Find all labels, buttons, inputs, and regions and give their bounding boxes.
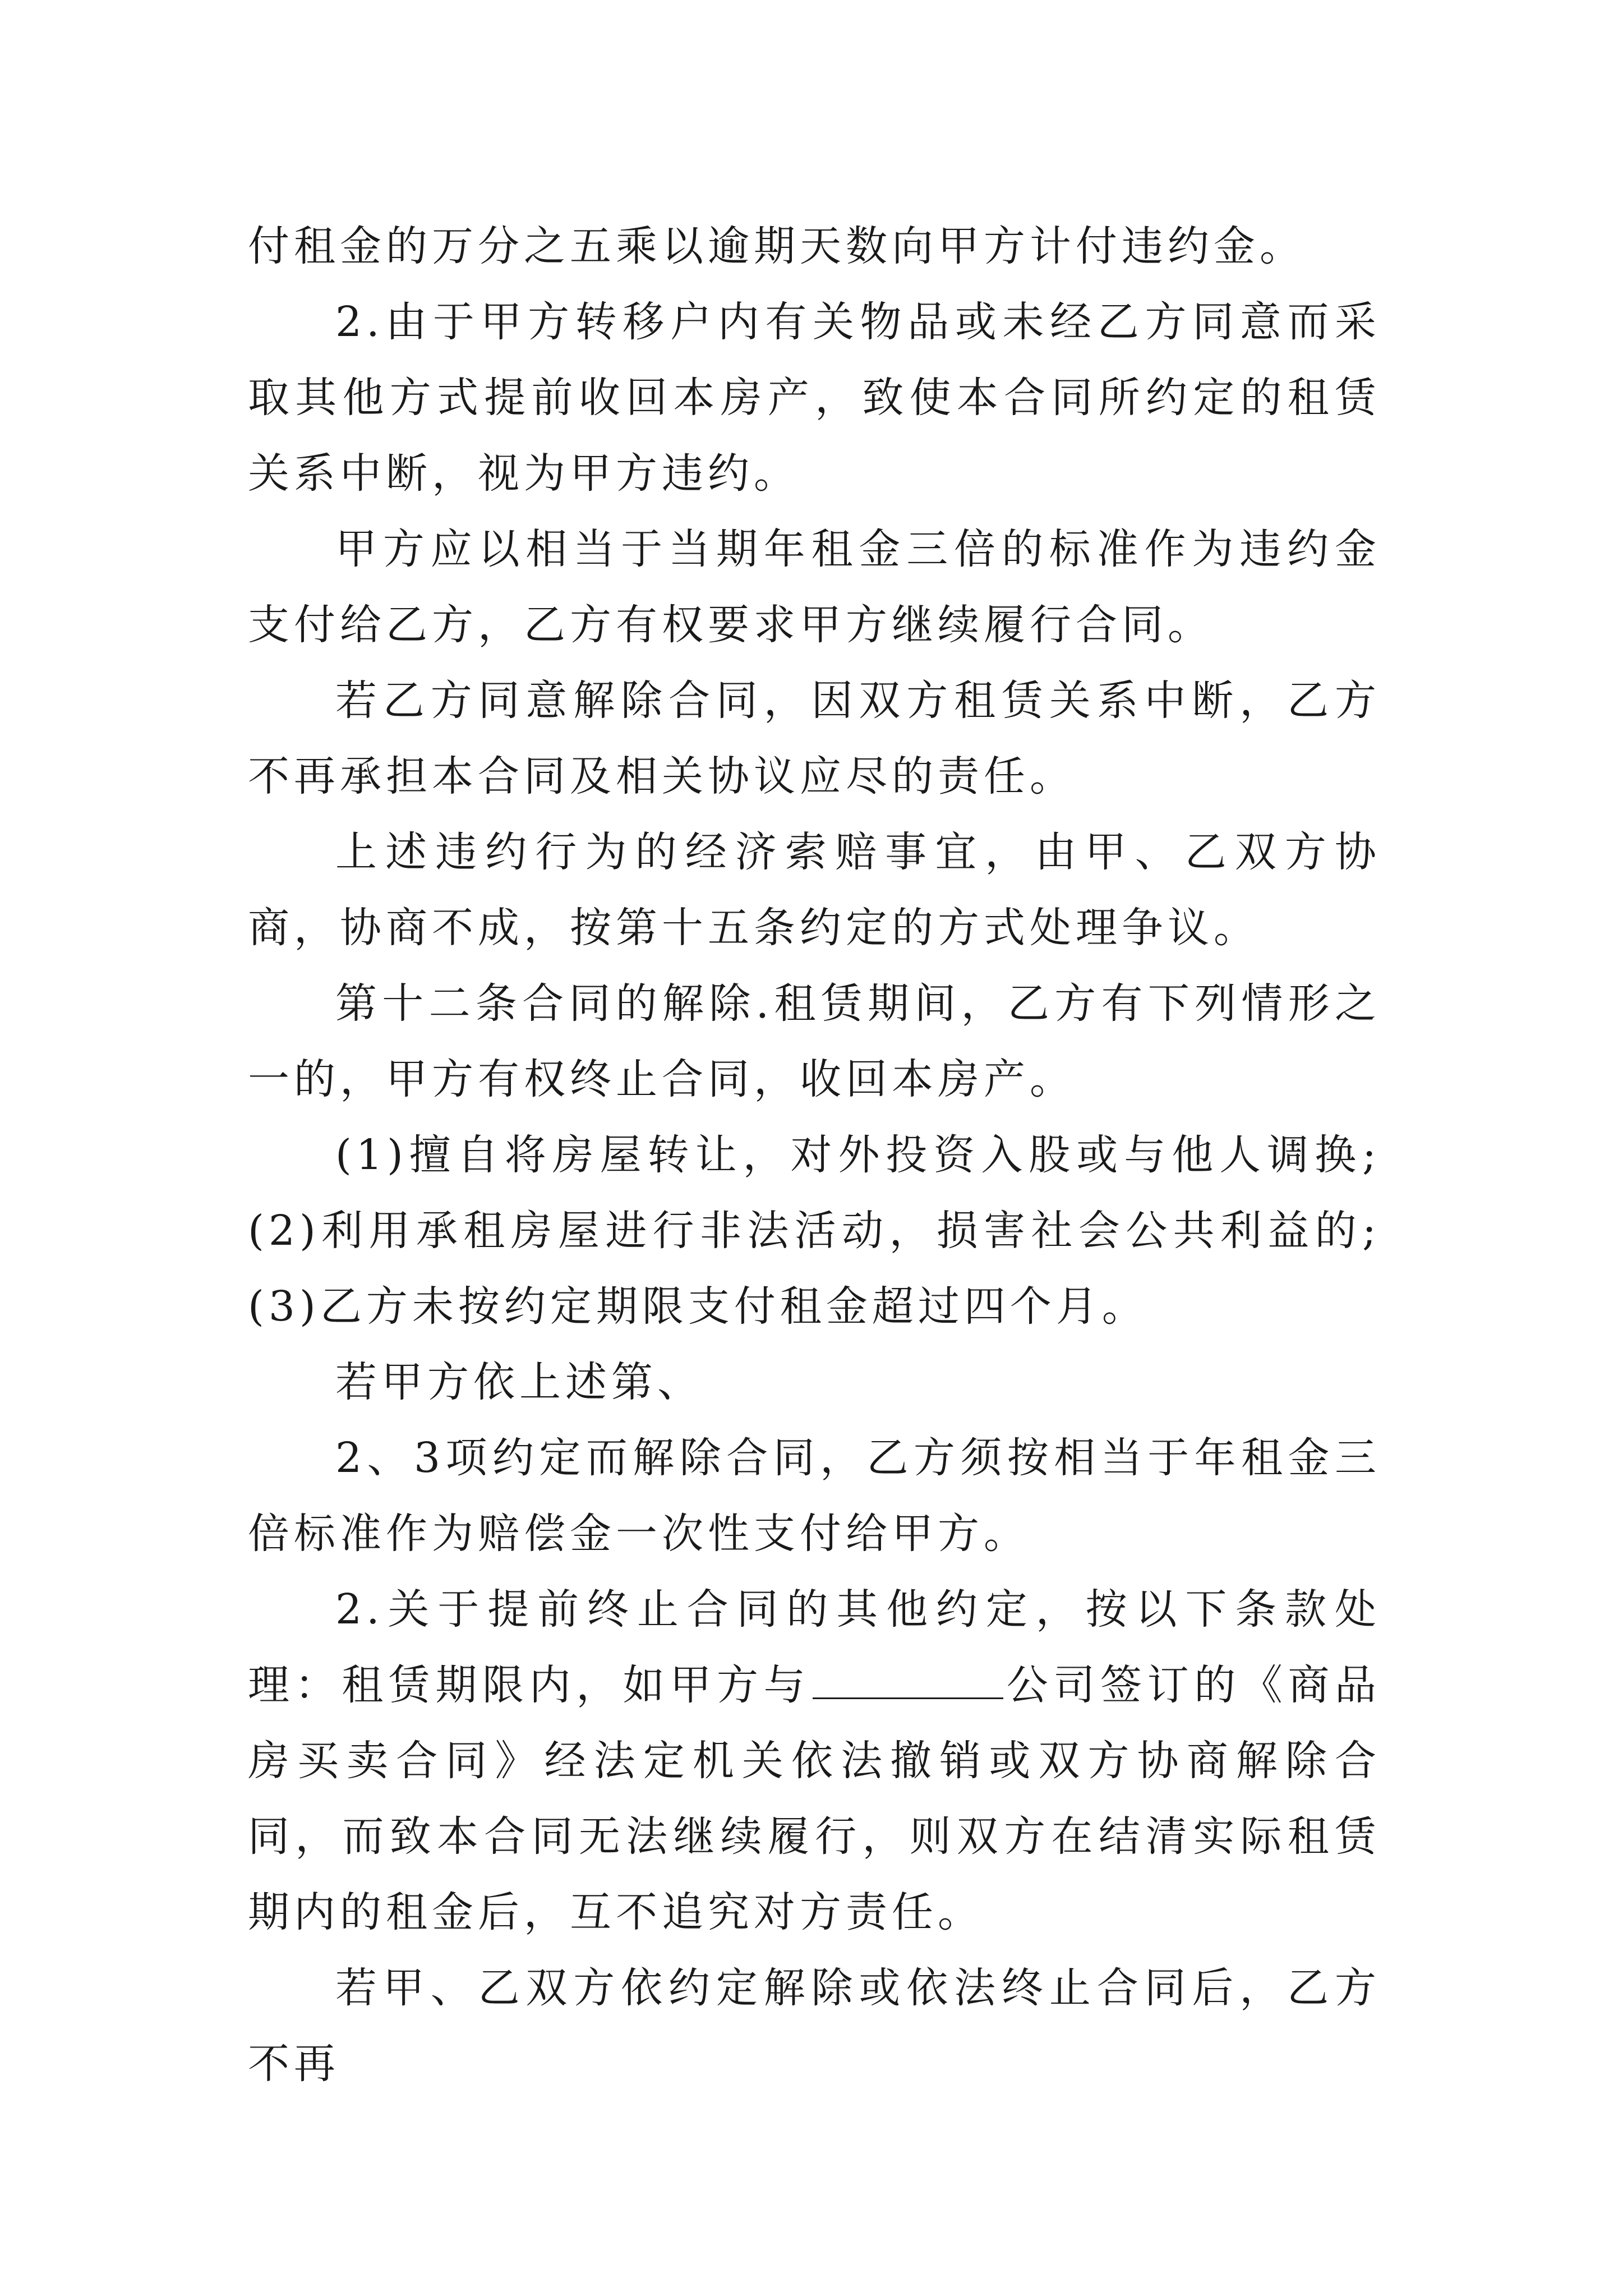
paragraph-text-after-blank: 公司签订的《商品房买卖合同》经法定机关依法撤销或双方协商解除合同，而致本合同无法继续履行，则双方在结清实际租赁期内的租金后，互不追究对方责任。: [248, 1661, 1381, 1936]
paragraph-text-before-blank: 2.关于提前终止合同的其他约定，按以下条款处理：租赁期限内，如甲方与: [248, 1585, 1381, 1709]
paragraph: 付租金的万分之五乘以逾期天数向甲方计付违约金。: [248, 222, 1306, 270]
paragraph: 2.由于甲方转移户内有关物品或未经乙方同意而采取其他方式提前收回本房产，致使本合同所约定的租赁关系中断，视为甲方违约。: [248, 298, 1381, 498]
paragraph: 若乙方同意解除合同，因双方租赁关系中断，乙方不再承担本合同及相关协议应尽的责任。: [248, 677, 1381, 800]
paragraph-with-blank: [248, 1572, 1381, 1950]
document-body: [248, 209, 1381, 2102]
paragraph: 若甲、乙双方依约定解除或依法终止合同后，乙方不再: [248, 1964, 1381, 2088]
paragraph: 若甲方依上述第、: [335, 1358, 703, 1406]
fill-in-blank-line: [813, 1658, 1003, 1699]
paragraph: 第十二条合同的解除.租赁期间，乙方有下列情形之一的，甲方有权终止合同，收回本房产。: [248, 979, 1381, 1103]
paragraph: (1)擅自将房屋转让，对外投资入股或与他人调换;(2)利用承租房屋进行非法活动，损害社会公共利益的;(3)乙方未按约定期限支付租金超过四个月。: [248, 1131, 1381, 1331]
paragraph: 2、3项约定而解除合同，乙方须按相当于年租金三倍标准作为赔偿金一次性支付给甲方。: [248, 1434, 1381, 1558]
paragraph: 上述违约行为的经济索赔事宜，由甲、乙双方协商，协商不成，按第十五条约定的方式处理争议。: [248, 828, 1381, 952]
paragraph: 甲方应以相当于当期年租金三倍的标准作为违约金支付给乙方，乙方有权要求甲方继续履行合同。: [248, 525, 1381, 649]
